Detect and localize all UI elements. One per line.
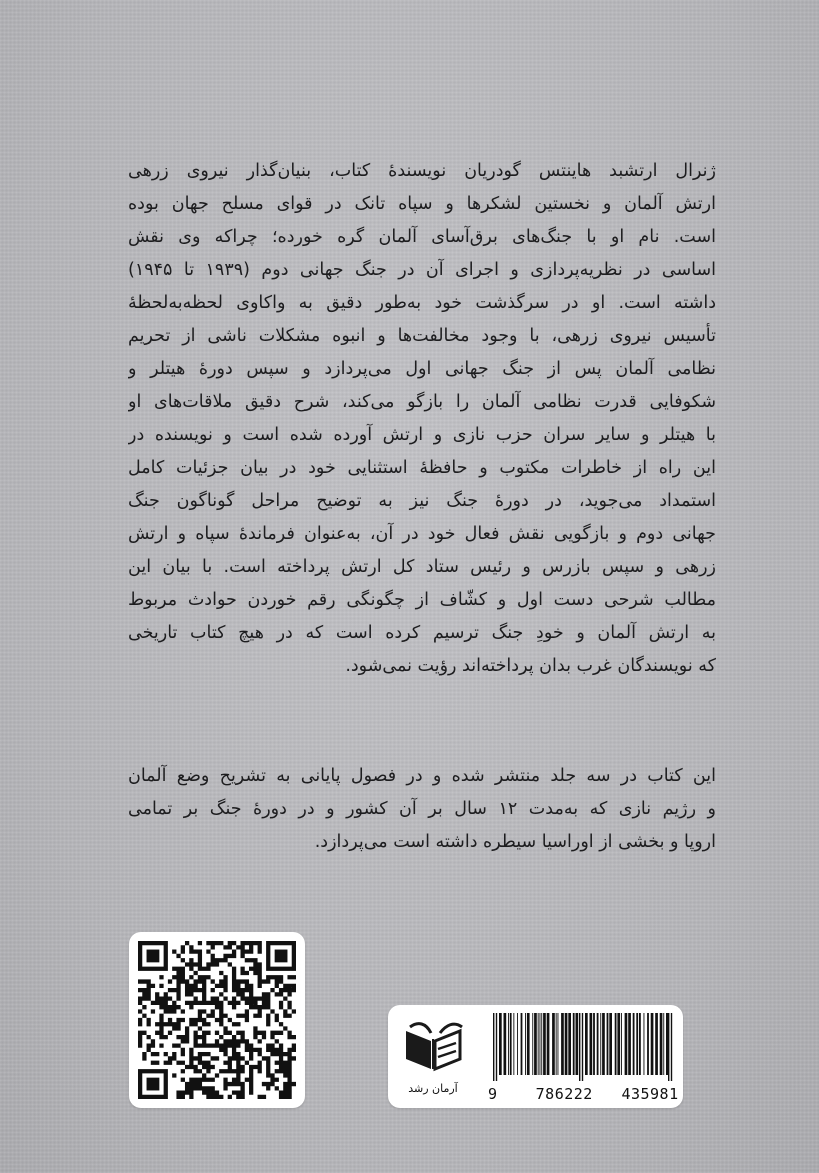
description-paragraph-1 <box>128 155 716 683</box>
text-line: زرهی و سپس بازرس و رئیس ستاد کل ارتش پرداخته است. با بیان این <box>128 557 716 577</box>
text-line: نظامی آلمان پس از جنگ جهانی اول می‌پردازد و سپس دورهٔ هیتلر و <box>128 359 716 379</box>
qr-code <box>129 932 305 1108</box>
text-line: که نویسندگان غرب بدان پرداخته‌اند رؤیت نمی‌شود. <box>345 656 716 676</box>
text-line: با هیتلر و سایر سران حزب نازی و ارتش آورده شده است و نویسنده در <box>128 425 716 445</box>
description-paragraph-2 <box>128 760 716 859</box>
text-line: استمداد می‌جوید، در دورهٔ جنگ نیز به توضیح مراحل گوناگون جنگ <box>128 491 716 511</box>
text-line: مطالب شرحی دست اول و کشّاف از چگونگی رقم خوردن حوادث مربوط <box>128 590 716 610</box>
text-line: است. نام او با جنگ‌های برق‌آسای آلمان گره خورده؛ چراکه وی نقش <box>128 227 716 247</box>
isbn-digits <box>488 1085 678 1103</box>
open-book-logo-icon <box>400 1019 466 1075</box>
isbn-prefix: 9 <box>488 1085 498 1103</box>
isbn-barcode-label <box>388 1005 683 1108</box>
publisher-name: آرمان رشد <box>408 1082 458 1095</box>
text-line: این کتاب در سه جلد منتشر شده و در فصول پایانی به تشریح وضع آلمان <box>128 766 716 786</box>
text-line: جهانی دوم و بازگویی نقش فعال خود در آن، به‌عنوان فرماندهٔ سپاه و ارتش <box>128 524 716 544</box>
text-line: به ارتش آلمان و خودِ جنگ ترسیم کرده است که در هیچ کتاب تاریخی <box>128 623 716 643</box>
text-line: این راه از خاطرات مکتوب و حافظهٔ استثنایی خود در بیان جزئیات کامل <box>128 458 716 478</box>
text-line: ارتش آلمان و نخستین لشکرها و سپاه تانک در قوای مسلح جهان بوده <box>128 194 716 214</box>
text-line: تأسیس نیروی زرهی، با وجود مخالفت‌ها و انبوه مشکلات ناشی از تحریم <box>128 326 716 346</box>
text-line: اساسی در نظریه‌پردازی و اجرای آن در جنگ جهانی دوم (۱۹۳۹ تا ۱۹۴۵) <box>128 260 716 280</box>
text-line: اروپا و بخشی از اوراسیا سیطره داشته است می‌پردازد. <box>314 832 716 852</box>
text-line: ژنرال ارتشبد هاینتس گودریان نویسندهٔ کتاب، بنیان‌گذار نیروی زرهی <box>128 161 716 181</box>
text-line: شکوفایی قدرت نظامی آلمان را بازگو می‌کند، شرح دقیق ملاقات‌های او <box>128 392 716 412</box>
text-line: و رژیم نازی که به‌مدت ۱۲ سال بر آن کشور و در دورهٔ جنگ بر تمامی <box>128 799 716 819</box>
barcode-icon <box>491 1013 675 1081</box>
publisher-logo <box>400 1019 466 1075</box>
text-line: داشته است. او در سرگذشت خود به‌طور دقیق به واکاوی لحظه‌به‌لحظهٔ <box>128 293 716 313</box>
isbn-group-2: 435981 <box>621 1085 679 1103</box>
isbn-group-1: 786222 <box>535 1085 593 1103</box>
qr-code-icon <box>138 941 296 1099</box>
